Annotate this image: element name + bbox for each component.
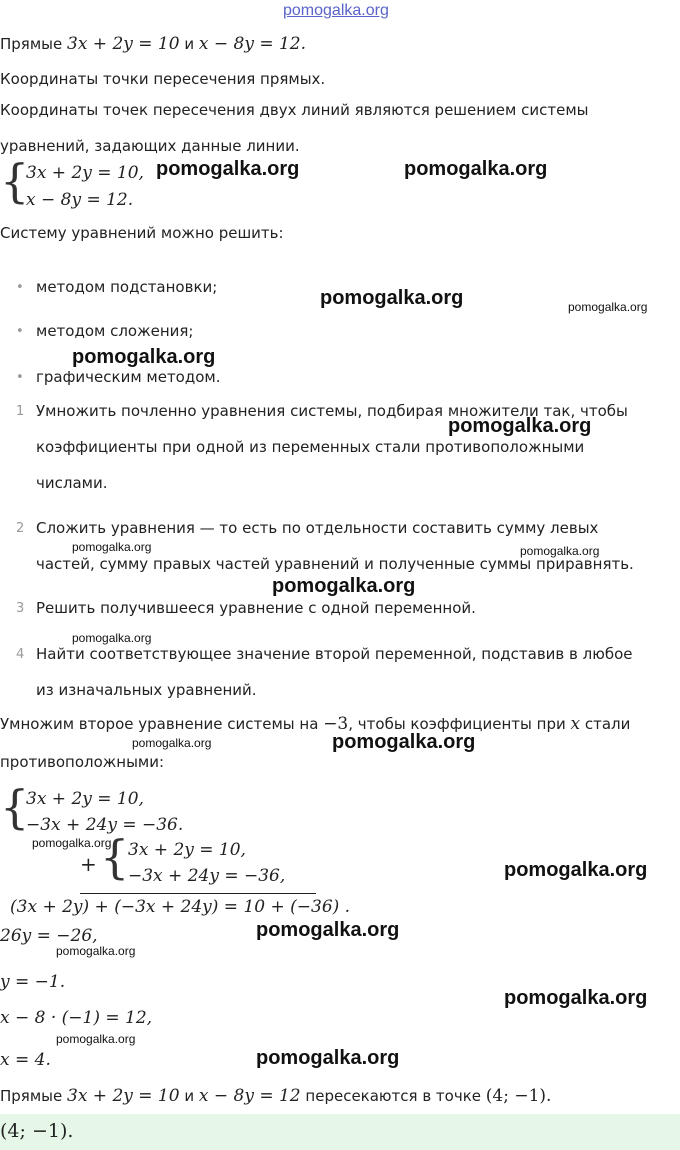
system-brace: { [100,830,130,884]
watermark: pomogalka.org [132,736,212,750]
watermark: pomogalka.org [72,346,216,368]
step-1-line-1: Умножить почленно уравнения системы, подбирая множители так, чтобы [36,402,628,420]
watermark: pomogalka.org [272,575,416,597]
system-brace: { [0,154,30,208]
conclusion-and: и [184,1087,195,1105]
conclusion-eq1: 3x + 2y = 10 [67,1086,180,1106]
paragraph-line-2: уравнений, задающих данные линии. [0,137,300,155]
multiply-suffix: стали [584,715,631,733]
step-4-line-1: Найти соответствующее значение второй переменной, подставив в любое [36,645,633,663]
intro-and: и [184,35,195,53]
heading: Координаты точки пересечения прямых. [0,70,326,88]
watermark: pomogalka.org [56,1032,136,1046]
step-3-line-1: Решить получившееся уравнение с одной переменной. [36,599,476,617]
solution-line-3: x − 8 · (−1) = 12, [0,1008,153,1028]
watermark: pomogalka.org [520,544,600,558]
watermark: pomogalka.org [32,836,112,850]
watermark: pomogalka.org [72,631,152,645]
step-number: 3 [16,601,25,616]
watermark: pomogalka.org [332,731,476,753]
system-brace: { [0,780,30,834]
watermark: pomogalka.org [404,158,548,180]
addition-eq2: −3x + 24y = −36, [128,866,286,886]
step-1-line-3: числами. [36,474,108,492]
system1-eq1: 3x + 2y = 10, [26,163,144,183]
watermark: pomogalka.org [320,287,464,309]
watermark: pomogalka.org [504,987,648,1009]
conclusion-point: (4; −1). [485,1086,552,1106]
sum-divider [80,893,316,894]
multiply-line-2: противоположными: [0,753,165,771]
conclusion-eq2: x − 8y = 12 [198,1086,301,1106]
paragraph-line-1: Координаты точек пересечения двух линий являются решением системы [0,101,589,119]
system2-eq1: 3x + 2y = 10, [26,789,144,809]
intro-eq1: 3x + 2y = 10 [67,34,180,54]
step-4-line-2: из изначальных уравнений. [36,681,257,699]
multiply-middle: , чтобы коэффициенты при [348,715,566,733]
method-item: методом подстановки; [36,278,218,296]
intro-eq2: x − 8y = 12. [198,34,307,54]
watermark: pomogalka.org [256,1047,400,1069]
bullet-icon: • [16,370,24,385]
intro-prefix: Прямые [0,35,63,53]
conclusion-prefix: Прямые [0,1087,63,1105]
addition-eq1: 3x + 2y = 10, [128,840,246,860]
solution-line-1: 26y = −26, [0,926,98,946]
multiply-line [0,714,630,734]
watermark: pomogalka.org [504,859,648,881]
methods-intro: Систему уравнений можно решить: [0,224,284,242]
solution-line-4: x = 4. [0,1050,51,1070]
multiply-factor: −3 [323,714,349,734]
bullet-icon: • [16,324,24,339]
watermark: pomogalka.org [448,415,592,437]
system1-eq2: x − 8y = 12. [26,190,134,210]
step-1-line-2: коэффициенты при одной из переменных стали противоположными [36,438,585,456]
step-number: 1 [16,404,25,419]
step-number: 4 [16,647,25,662]
method-item: графическим методом. [36,368,221,386]
bullet-icon: • [16,280,24,295]
watermark-link[interactable]: pomogalka.org [283,2,389,19]
intro-line [0,34,306,54]
addition-sum: (3x + 2y) + (−3x + 24y) = 10 + (−36) . [10,897,351,917]
system2-eq2: −3x + 24y = −36. [26,815,184,835]
multiply-prefix: Умножим второе уравнение системы на [0,715,319,733]
answer-value: (4; −1). [0,1120,74,1142]
multiply-var: x [570,714,581,734]
solution-line-2: y = −1. [0,972,66,992]
step-number: 2 [16,521,25,536]
conclusion-line [0,1086,551,1106]
step-2-line-1: Сложить уравнения — то есть по отдельности составить сумму левых [36,519,599,537]
watermark: pomogalka.org [256,919,400,941]
watermark: pomogalka.org [156,158,300,180]
watermark: pomogalka.org [72,540,152,554]
watermark: pomogalka.org [568,300,648,314]
watermark: pomogalka.org [56,944,136,958]
plus-sign: + [80,852,97,876]
conclusion-middle: пересекаются в точке [305,1087,481,1105]
method-item: методом сложения; [36,322,194,340]
step-2-line-2: частей, сумму правых частей уравнений и полученные суммы приравнять. [36,555,634,573]
answer-box [0,1114,680,1150]
